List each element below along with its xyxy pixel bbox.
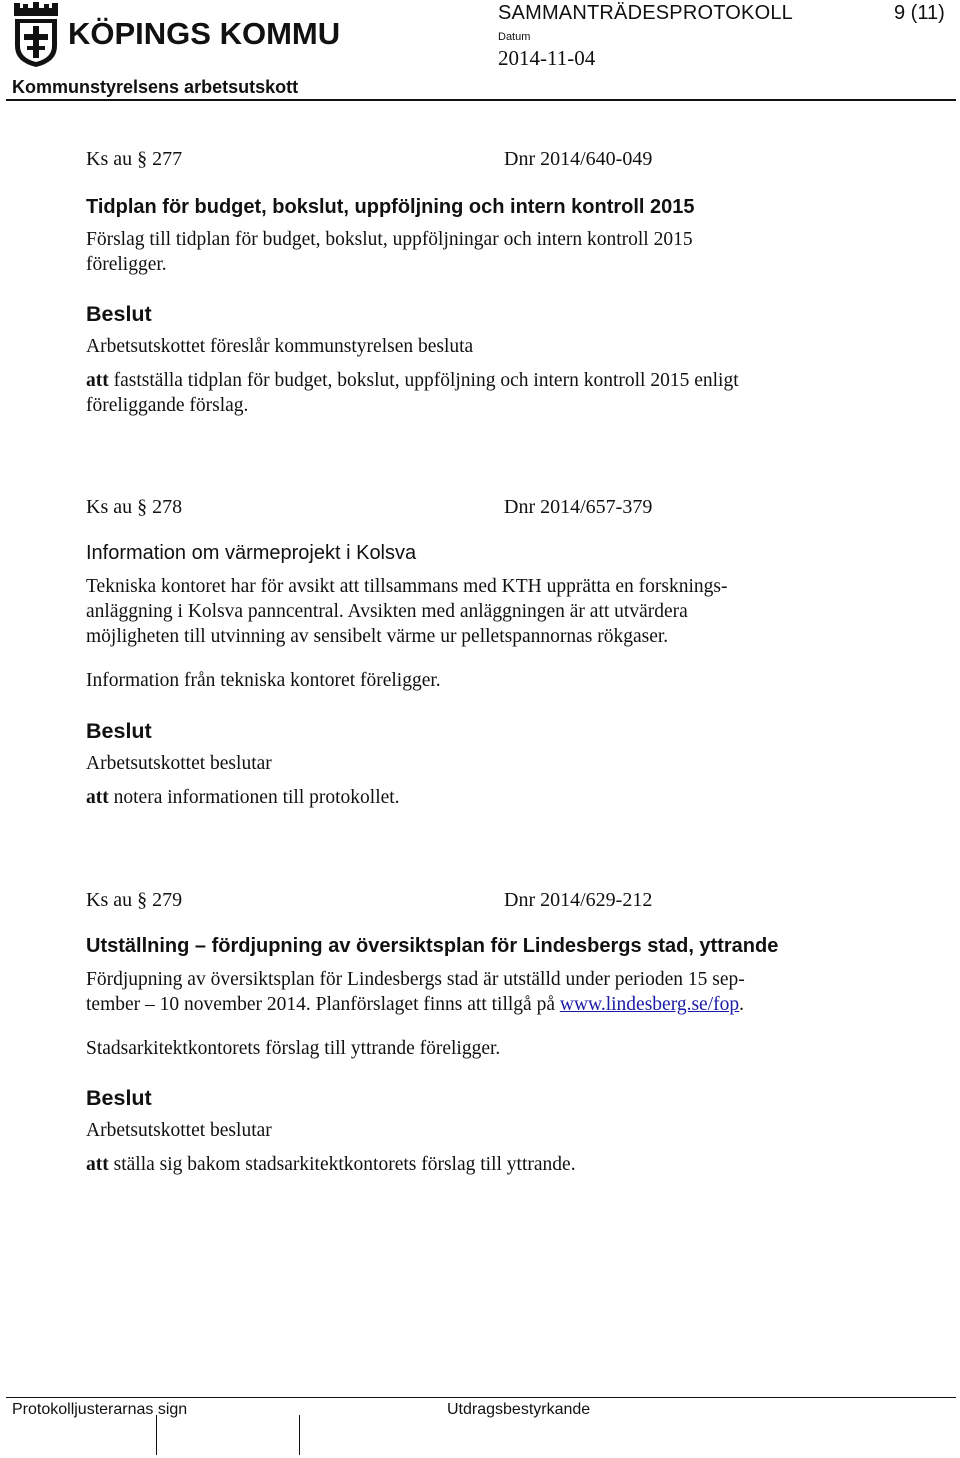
logo-wordmark: KÖPINGS KOMMUN — [68, 16, 342, 51]
body-text: tember – 10 november 2014. Planförslaget finns att tillgå på — [86, 994, 560, 1015]
decision-line: föreliggande förslag. — [86, 395, 249, 416]
section-title: Utställning – fördjupning av översiktsplan för Lindesbergs stad, yttrande — [86, 935, 779, 957]
signature-box-divider — [299, 1415, 300, 1455]
section-277 — [86, 148, 886, 174]
decision-line — [86, 1152, 576, 1177]
date-value: 2014-11-04 — [498, 46, 596, 70]
document-type: SAMMANTRÄDESPROTOKOLL — [498, 2, 794, 24]
body-line: Stadsarkitektkontorets förslag till yttrande föreligger. — [86, 1038, 501, 1059]
kopings-kommun-logo — [12, 2, 342, 68]
section-title: Tidplan för budget, bokslut, uppföljning och intern kontroll 2015 — [86, 196, 695, 218]
body-line: Tekniska kontoret har för avsikt att tillsammans med KTH upprätta en forsknings- — [86, 576, 728, 597]
paragraph-number: Ks au § 277 — [86, 148, 183, 170]
signature-label: Protokolljusterarnas sign — [12, 1401, 188, 1418]
beslut-heading: Beslut — [86, 1086, 152, 1110]
decision-text: ställa sig bakom stadsarkitektkontorets förslag till yttrande. — [113, 1154, 576, 1175]
att-keyword: att — [86, 1154, 109, 1175]
section-id-row — [86, 148, 886, 174]
body-text: . — [739, 994, 744, 1015]
paragraph-number: Ks au § 278 — [86, 496, 183, 518]
section-278 — [86, 496, 886, 522]
body-line: Förslag till tidplan för budget, bokslut, uppföljningar och intern kontroll 2015 — [86, 229, 693, 250]
decision-intro: Arbetsutskottet beslutar — [86, 1120, 272, 1141]
body-line — [86, 992, 744, 1017]
page-number: 9 (11) — [894, 2, 945, 24]
beslut-heading: Beslut — [86, 302, 152, 326]
body-line: möjligheten till utvinning av sensibelt värme ur pelletspannornas rökgaser. — [86, 626, 669, 647]
plan-link[interactable]: www.lindesberg.se/fop — [559, 994, 740, 1015]
body-line: anläggning i Kolsva panncentral. Avsikten med anläggningen är att utvärdera — [86, 601, 688, 622]
diary-number: Dnr 2014/629-212 — [504, 889, 653, 911]
section-id-row — [86, 889, 886, 915]
decision-intro: Arbetsutskottet föreslår kommunstyrelsen besluta — [86, 336, 474, 357]
extract-certification-label: Utdragsbestyrkande — [447, 1401, 591, 1418]
decision-line — [86, 368, 739, 393]
decision-text: notera informationen till protokollet. — [113, 787, 400, 808]
decision-intro: Arbetsutskottet beslutar — [86, 753, 272, 774]
footer-divider — [6, 1397, 956, 1398]
diary-number: Dnr 2014/640-049 — [504, 148, 653, 170]
committee-name: Kommunstyrelsens arbetsutskott — [12, 77, 299, 97]
paragraph-number: Ks au § 279 — [86, 889, 183, 911]
att-keyword: att — [86, 370, 109, 391]
signature-box-divider — [156, 1415, 157, 1455]
section-id-row — [86, 496, 886, 522]
decision-text: fastställa tidplan för budget, bokslut, uppföljning och intern kontroll 2015 enligt — [113, 370, 739, 391]
section-title: Information om värmeprojekt i Kolsva — [86, 542, 417, 564]
diary-number: Dnr 2014/657-379 — [504, 496, 653, 518]
body-line: föreligger. — [86, 254, 167, 275]
att-keyword: att — [86, 787, 109, 808]
body-line: Fördjupning av översiktsplan för Lindesbergs stad är utställd under perioden 15 sep- — [86, 969, 745, 990]
beslut-heading: Beslut — [86, 719, 152, 743]
coat-of-arms-icon — [12, 2, 342, 68]
section-279 — [86, 889, 886, 915]
body-line: Information från tekniska kontoret föreligger. — [86, 670, 441, 691]
header-divider — [6, 99, 956, 101]
decision-line — [86, 785, 400, 810]
date-label: Datum — [498, 31, 531, 43]
